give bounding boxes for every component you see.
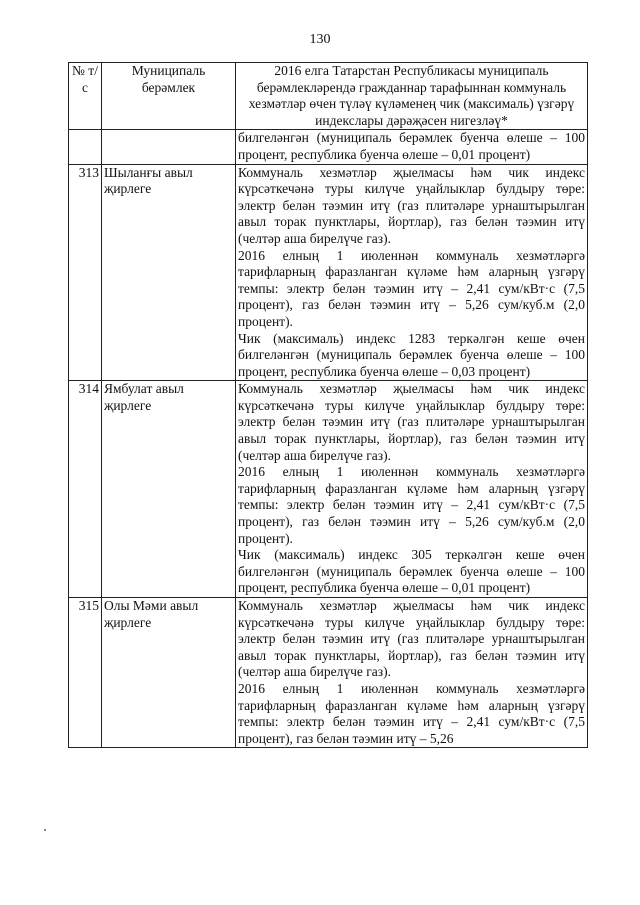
description-paragraph: Коммуналь хезмәтләр җыелмасы һәм чик индекс күрсәткечәнә туры килүче уңайлыклар булдыру төре: электр белән тәэмин итү (газ плитәләре урнаштырылган авыл торак пунктлары, йортлар), газ белән тәэмин итү (челтәр аша бирелүче газ). [238, 381, 585, 463]
header-municipality: Муниципаль берәмлек [102, 63, 236, 130]
row-municipality: Шыланғы авыл җирлеге [102, 164, 236, 381]
table-row-314 [69, 381, 588, 598]
row-municipality: Ямбулат авыл җирлеге [102, 381, 236, 598]
description-paragraph: Коммуналь хезмәтләр җыелмасы һәм чик индекс күрсәткечәнә туры килүче уңайлыклар булдыру төре: электр белән тәэмин итү (газ плитәләре урнаштырылган авыл торак пунктлары, йортлар), газ белән тәэмин итү (челтәр аша бирелүче газ). [238, 164, 585, 246]
scan-speck [44, 829, 46, 831]
table-row-315 [69, 598, 588, 748]
row-description [236, 164, 588, 381]
row-municipality: Олы Мәми авыл җирлеге [102, 598, 236, 748]
table-row-313 [69, 164, 588, 381]
row-number: 315 [69, 598, 102, 748]
description-paragraph: Коммуналь хезмәтләр җыелмасы һәм чик индекс күрсәткечәнә туры килүче уңайлыклар булдыру төре: электр белән тәэмин итү (газ плитәләре урнаштырылган авыл торак пунктлары, йортлар), газ белән тәэмин итү (челтәр аша бирелүче газ). [238, 598, 585, 680]
description-paragraph: Чик (максималь) индекс 1283 теркәлгән кеше өчен билгеләнгән (муниципаль берәмлек буенча өлеше – 100 процент, республика буенча өлеше – 0,03 процент) [238, 330, 585, 379]
page-number: 130 [309, 32, 331, 47]
row-number: 313 [69, 164, 102, 381]
continuation-text: билгеләнгән (муниципаль берәмлек буенча өлеше – 100 процент, республика буенча өлеше – 0,01 процент) [236, 130, 588, 164]
continuation-row [69, 130, 588, 164]
row-number: 314 [69, 381, 102, 598]
header-description: 2016 елга Татарстан Республикасы муниципаль берәмлекләрендә гражданнар тарафыннан коммуналь хезмәтләр өчен түләү күләменең чик (максималь) үзгәрү индекслары дәрәҗәсен нигезләү* [236, 63, 588, 130]
description-paragraph: 2016 елның 1 июленнән коммуналь хезмәтләргә тарифларның фаразланган күләме һәм аларның үзгәрү темпы: электр белән тәэмин итү – 2,41 сум/кВт·с (7,5 процент), газ белән тәэмин итү – 5,26 [238, 680, 585, 746]
row-description [236, 598, 588, 748]
description-paragraph: 2016 елның 1 июленнән коммуналь хезмәтләргә тарифларның фаразланган күләме һәм аларның үзгәрү темпы: электр белән тәэмин итү – 2,41 сум/кВт·с (7,5 процент), газ белән тәэмин итү – 5,26 сум/куб.м (2,0 процент). [238, 464, 585, 546]
header-number: № т/с [69, 63, 102, 130]
tariff-index-table [68, 62, 588, 748]
description-paragraph: Чик (максималь) индекс 305 теркәлгән кеше өчен билгеләнгән (муниципаль берәмлек буенча өлеше – 100 процент, республика буенча өлеше – 0,01 процент) [238, 547, 585, 596]
row-description [236, 381, 588, 598]
description-paragraph: 2016 елның 1 июленнән коммуналь хезмәтләргә тарифларның фаразланган күләме һәм аларның үзгәрү темпы: электр белән тәэмин итү – 2,41 сум/кВт·с (7,5 процент), газ белән тәэмин итү – 5,26 сум/куб.м (2,0 процент). [238, 247, 585, 329]
table-header-row [69, 63, 588, 130]
